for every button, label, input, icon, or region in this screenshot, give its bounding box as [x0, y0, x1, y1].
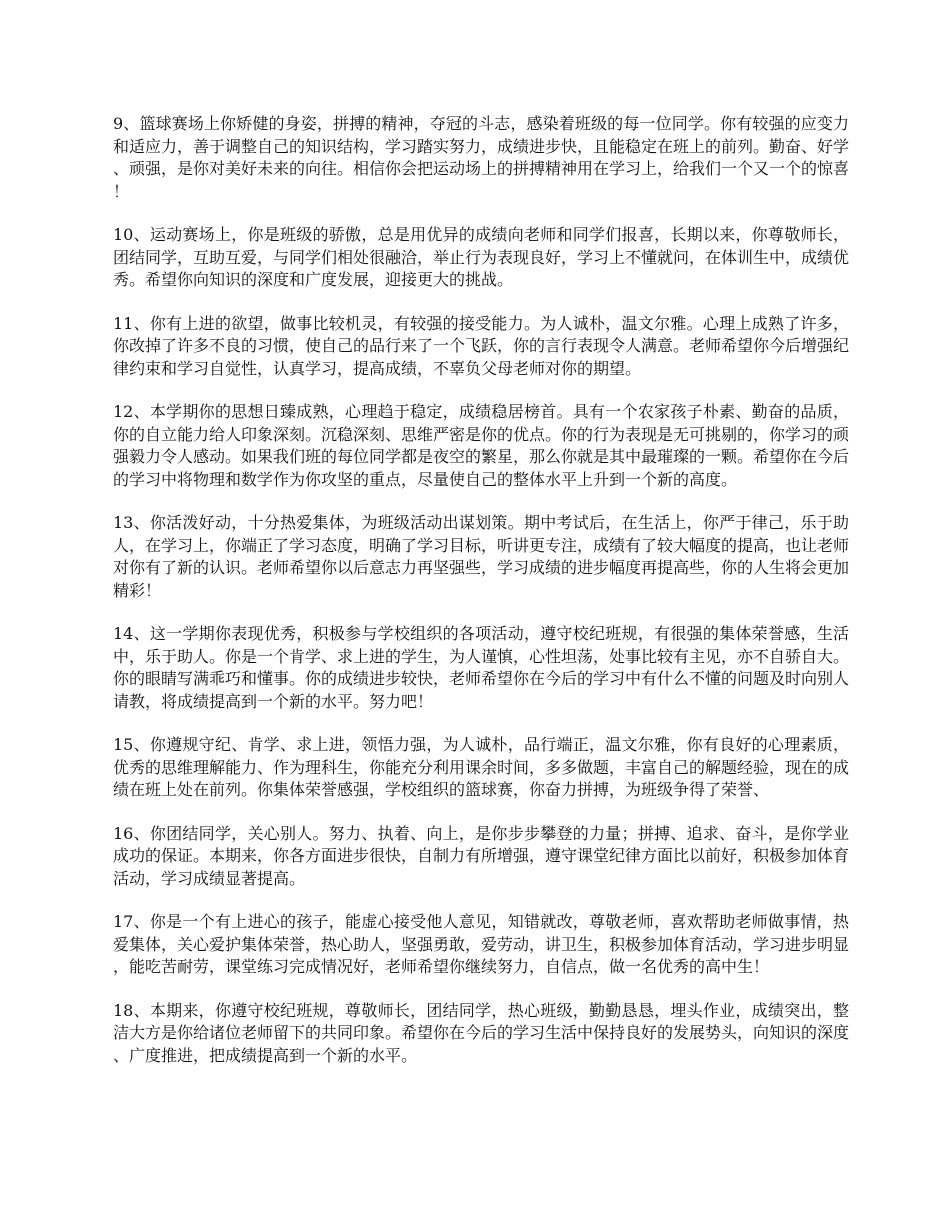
document-body: [113, 113, 849, 1088]
comment-paragraph-13: 13、你活泼好动，十分热爱集体，为班级活动出谋划策。期中考试后，在生活上，你严于律己，乐于助人，在学习上，你端正了学习态度，明确了学习目标，听讲更专注，成绩有了较大幅度的提高，也让老师对你有了新的认识。老师希望你以后意志力再坚强些，学习成绩的进步幅度再提高些，你的人生将会更加精彩！: [113, 513, 850, 600]
comment-paragraph-11: 11、你有上进的欲望，做事比较机灵，有较强的接受能力。为人诚朴，温文尔雅。心理上成熟了许多，你改掉了许多不良的习惯，使自己的品行来了一个飞跃，你的言行表现令人满意。老师希望你今后增强纪律约束和学习自觉性，认真学习，提高成绩，不辜负父母老师对你的期望。: [113, 313, 850, 378]
comment-paragraph-16: 16、你团结同学，关心别人。努力、执着、向上，是你步步攀登的力量；拼搏、追求、奋斗，是你学业成功的保证。本期来，你各方面进步很快，自制力有所增强，遵守课堂纪律方面比以前好，积极参加体育活动，学习成绩显著提高。: [113, 823, 850, 888]
comment-paragraph-10: 10、运动赛场上，你是班级的骄傲，总是用优异的成绩向老师和同学们报喜，长期以来，你尊敬师长，团结同学，互助互爱，与同学们相处很融洽，举止行为表现良好，学习上不懂就问，在体训生中，成绩优秀。希望你向知识的深度和广度发展，迎接更大的挑战。: [113, 225, 850, 289]
comment-paragraph-15: 15、你遵规守纪、肯学、求上进，领悟力强，为人诚朴，品行端正，温文尔雅，你有良好的心理素质，优秀的思维理解能力、作为理科生，你能充分利用课余时间，多多做题，丰富自己的解题经验，现在的成绩在班上处在前列。你集体荣誉感强，学校组织的篮球赛，你奋力拼搏，为班级争得了荣誉、: [113, 735, 850, 799]
comment-paragraph-14: 14、这一学期你表现优秀，积极参与学校组织的各项活动，遵守校纪班规，有很强的集体荣誉感，生活中，乐于助人。你是一个肯学、求上进的学生，为人谨慎，心性坦荡，处事比较有主见，亦不自骄自大。你的眼睛写满乖巧和懂事。你的成绩进步较快，老师希望你在今后的学习中有什么不懂的问题及时向别人请教，将成绩提高到一个新的水平。努力吧！: [113, 624, 850, 711]
comment-paragraph-17: 17、你是一个有上进心的孩子，能虚心接受他人意见，知错就改，尊敬老师，喜欢帮助老师做事情，热爱集体，关心爱护集体荣誉，热心助人，坚强勇敢，爱劳动，讲卫生，积极参加体育活动，学习进步明显，能吃苦耐劳，课堂练习完成情况好，老师希望你继续努力，自信点，做一名优秀的高中生！: [113, 912, 850, 976]
comment-paragraph-9: 9、篮球赛场上你矫健的身姿，拼搏的精神，夺冠的斗志，感染着班级的每一位同学。你有较强的应变力和适应力，善于调整自己的知识结构，学习踏实努力，成绩进步快，且能稳定在班上的前列。勤奋、好学、顽强，是你对美好未来的向往。相信你会把运动场上的拼搏精神用在学习上，给我们一个又一个的惊喜！: [113, 114, 850, 201]
comment-paragraph-18: 18、本期来，你遵守校纪班规，尊敬师长，团结同学，热心班级，勤勤恳恳，埋头作业，成绩突出，整洁大方是你给诸位老师留下的共同印象。希望你在今后的学习生活中保持良好的发展势头，向知识的深度、广度推进，把成绩提高到一个新的水平。: [113, 1000, 850, 1065]
comment-paragraph-12: 12、本学期你的思想日臻成熟，心理趋于稳定，成绩稳居榜首。具有一个农家孩子朴素、勤奋的品质，你的自立能力给人印象深刻。沉稳深刻、思维严密是你的优点。你的行为表现是无可挑剔的，你学习的顽强毅力令人感动。如果我们班的每位同学都是夜空的繁星，那么你就是其中最璀璨的一颗。希望你在今后的学习中将物理和数学作为你攻坚的重点，尽量使自己的整体水平上升到一个新的高度。: [113, 402, 850, 489]
